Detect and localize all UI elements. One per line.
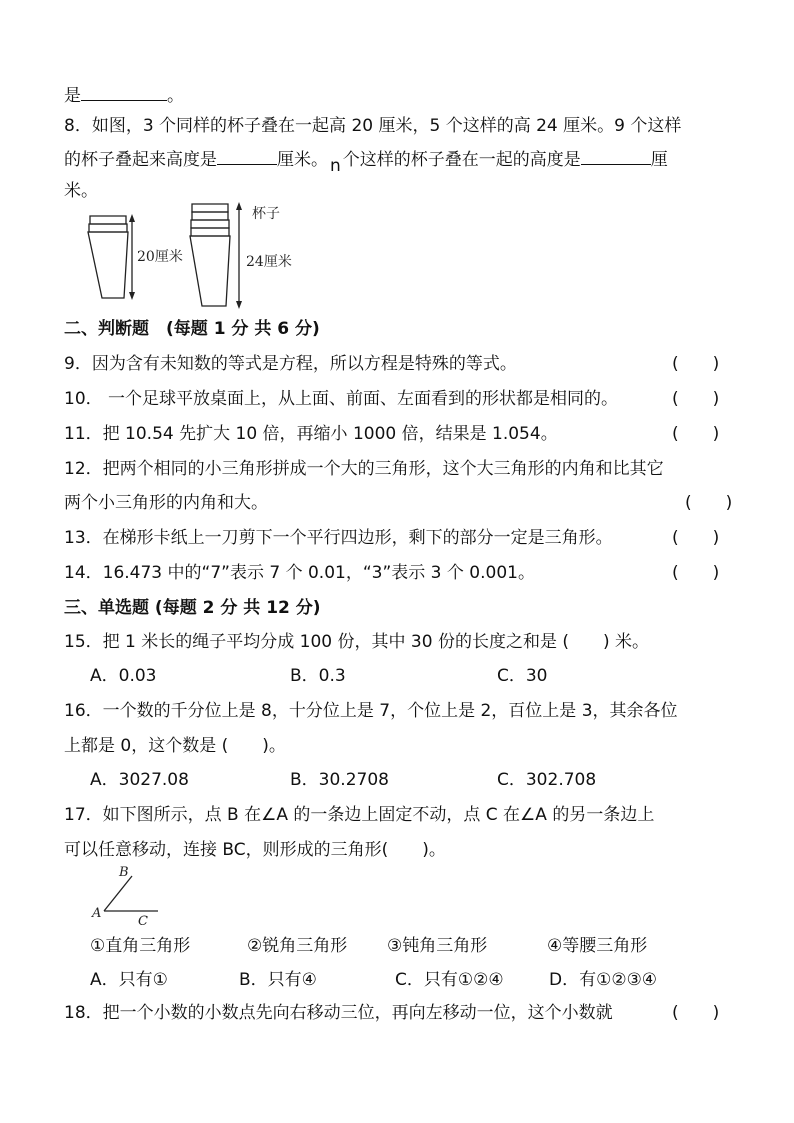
q8-text-c: 个这样的杯子叠在一起的高度是	[342, 150, 581, 170]
q9-text: 9．因为含有未知数的等式是方程，所以方程是特殊的等式。	[64, 354, 517, 374]
q18-text: 18．把一个小数的小数点先向右移动三位，再向左移动一位，这个小数就	[64, 1003, 613, 1023]
angle-figure	[88, 862, 178, 932]
q15-option-a: A．0.03	[90, 666, 157, 686]
q8-variable-n: n	[330, 156, 341, 176]
point-a-label: A	[92, 906, 102, 921]
q11-text: 11．把 10.54 先扩大 10 倍，再缩小 1000 倍，结果是 1.054。	[64, 424, 558, 444]
q10-answer-paren: ( )	[672, 389, 720, 409]
q16-option-c: C．302.708	[497, 770, 597, 790]
q14-answer-paren: ( )	[672, 563, 720, 583]
q8-blank-2	[581, 148, 651, 165]
q13-answer-paren: ( )	[672, 528, 720, 548]
q12-text-line1: 12．把两个相同的小三角形拼成一个大的三角形，这个大三角形的内角和比其它	[64, 459, 664, 479]
q8-text-a: 的杯子叠起来高度是	[64, 150, 217, 170]
q16-text-line1: 16．一个数的千分位上是 8，十分位上是 7，个位上是 2，百位上是 3，其余各位	[64, 701, 678, 721]
q17-choice-4: ④等腰三角形	[547, 936, 648, 956]
q18-answer-paren: ( )	[672, 1003, 720, 1023]
label-20cm: 20厘米	[137, 249, 183, 265]
section3-heading: 三、单选题 (每题 2 分 共 12 分)	[64, 598, 321, 618]
q17-option-c: C．只有①②④	[395, 970, 504, 990]
q17-option-b: B．只有④	[239, 970, 317, 990]
q15-text: 15．把 1 米长的绳子平均分成 100 份，其中 30 份的长度之和是 ( ) 米。	[64, 632, 650, 652]
q17-choice-3: ③钝角三角形	[387, 936, 488, 956]
q7-blank	[81, 84, 167, 101]
q8-text-b: 厘米。	[277, 150, 328, 170]
q17-option-a: A．只有①	[90, 970, 168, 990]
q8-text-d: 厘	[650, 150, 668, 170]
q8-blank-1	[217, 148, 277, 165]
q9-answer-paren: ( )	[672, 354, 720, 374]
q17-text-line1: 17．如下图所示，点 B 在∠A 的一条边上固定不动，点 C 在∠A 的另一条边上	[64, 805, 655, 825]
q16-text-line2: 上都是 0，这个数是 ( )。	[64, 736, 286, 756]
cup-stack-5	[190, 204, 230, 306]
label-24cm: 24厘米	[246, 254, 292, 270]
q15-option-b: B．0.3	[290, 666, 346, 686]
q17-option-d: D．有①②③④	[549, 970, 658, 990]
q11-answer-paren: ( )	[672, 424, 720, 444]
q17-choice-1: ①直角三角形	[90, 936, 191, 956]
q8-line3: 米。	[64, 181, 98, 201]
point-b-label: B	[119, 865, 129, 880]
q16-option-a: A．3027.08	[90, 770, 189, 790]
cup-stack-3	[88, 216, 128, 298]
q15-option-c: C．30	[497, 666, 548, 686]
q17-text-line2: 可以任意移动，连接 BC，则形成的三角形( )。	[64, 840, 446, 860]
section2-heading: 二、判断题 (每题 1 分 共 6 分)	[64, 319, 320, 339]
q7-suffix: 。	[167, 86, 184, 106]
q12-text-line2: 两个小三角形的内角和大。	[64, 493, 268, 513]
q17-choice-2: ②锐角三角形	[247, 936, 348, 956]
q8-line1: 8．如图，3 个同样的杯子叠在一起高 20 厘米，5 个这样的高 24 厘米。9 个这样	[64, 116, 682, 136]
stacked-cups-figure	[80, 198, 320, 310]
q12-answer-paren: ( )	[685, 493, 733, 513]
q8-line2	[64, 148, 668, 176]
q14-text: 14．16.473 中的“7”表示 7 个 0.01，“3”表示 3 个 0.001。	[64, 563, 535, 583]
q7-tail	[64, 84, 184, 107]
label-cup: 杯子	[252, 206, 280, 222]
point-c-label: C	[138, 914, 148, 929]
q10-text: 10． 一个足球平放桌面上，从上面、前面、左面看到的形状都是相同的。	[64, 389, 619, 409]
q16-option-b: B．30.2708	[290, 770, 389, 790]
q7-prefix: 是	[64, 86, 81, 106]
q13-text: 13．在梯形卡纸上一刀剪下一个平行四边形，剩下的部分一定是三角形。	[64, 528, 613, 548]
